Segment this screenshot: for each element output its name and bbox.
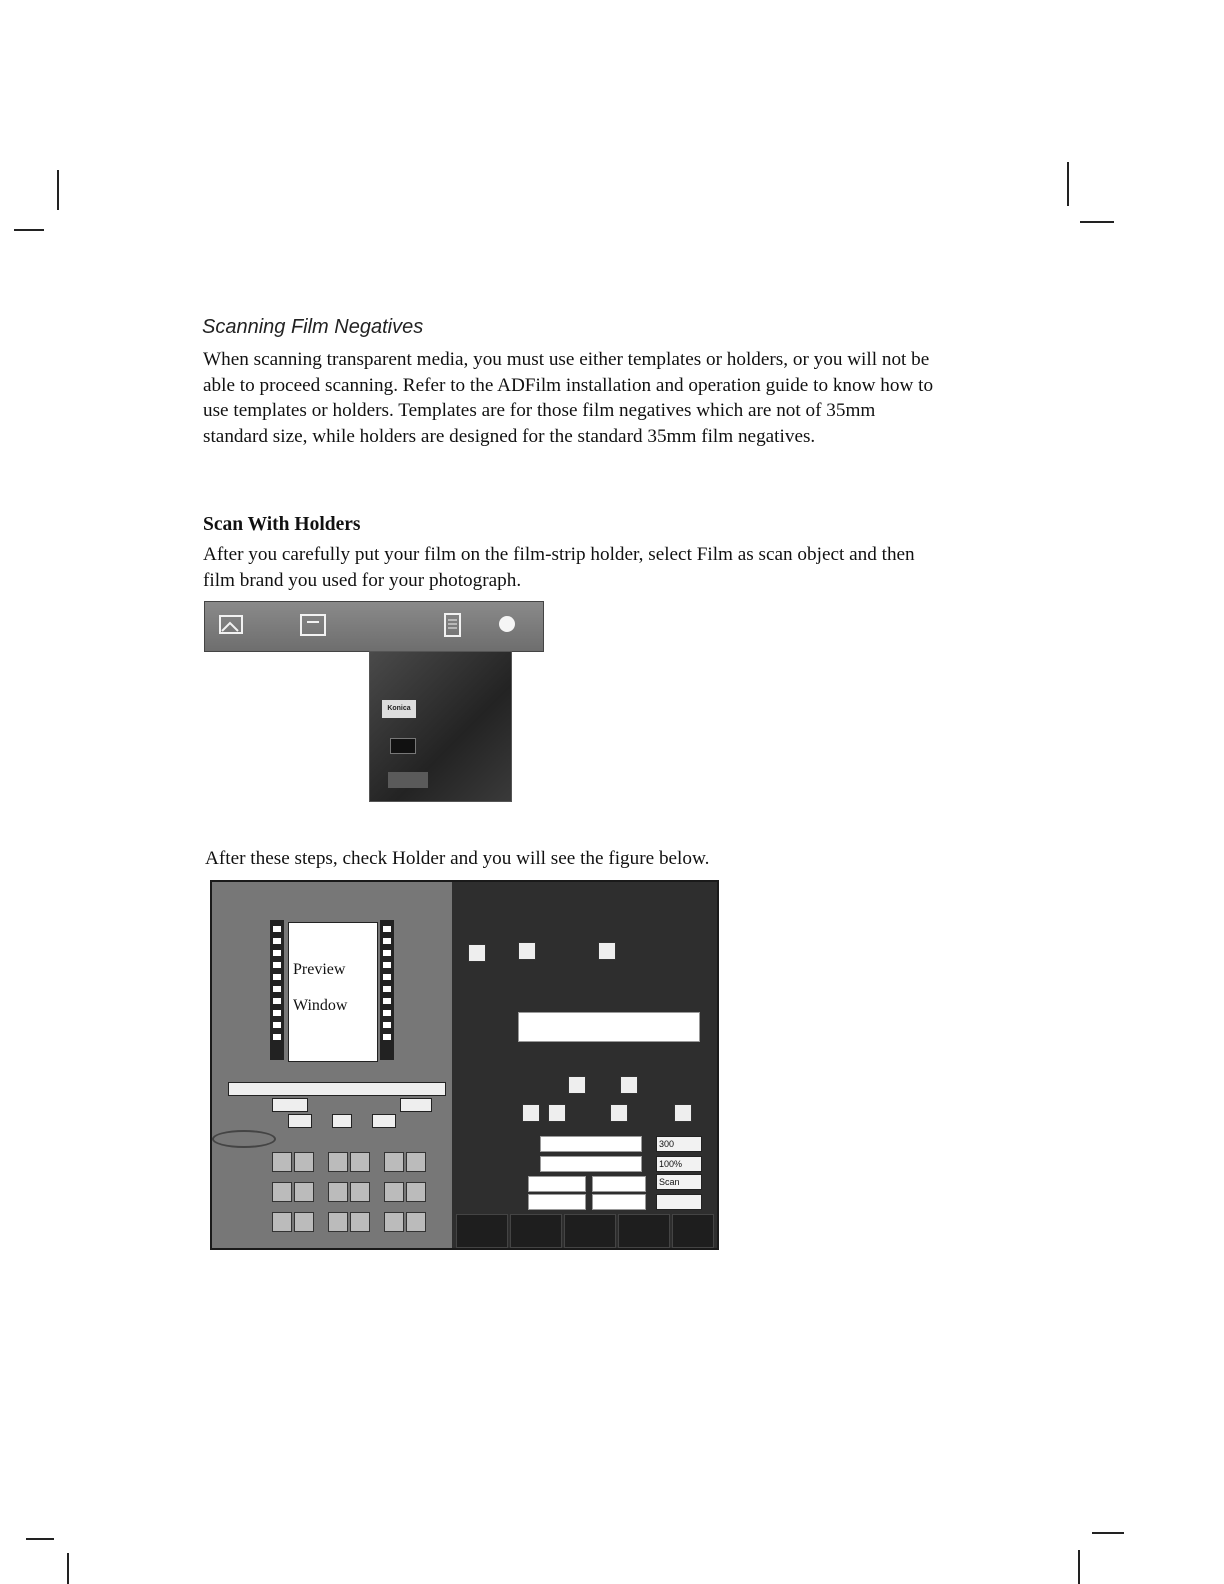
frame-cell[interactable] <box>294 1152 314 1172</box>
preset-button[interactable] <box>456 1214 508 1248</box>
holder-checkbox[interactable] <box>212 1130 276 1148</box>
tool-button[interactable] <box>610 1104 628 1122</box>
frame-cell[interactable] <box>384 1212 404 1232</box>
film-brand-item[interactable]: Konica <box>382 700 416 718</box>
frame-cell[interactable] <box>272 1182 292 1202</box>
crop-mark <box>14 229 44 231</box>
resolution-select[interactable]: 300 <box>656 1136 702 1152</box>
preset-button[interactable] <box>618 1214 670 1248</box>
crop-mark <box>1078 1550 1080 1584</box>
frame-cell[interactable] <box>328 1212 348 1232</box>
preset-button[interactable] <box>564 1214 616 1248</box>
frame-cell[interactable] <box>406 1182 426 1202</box>
frame-cell[interactable] <box>272 1212 292 1232</box>
status-display <box>518 1012 700 1042</box>
frame-cell[interactable] <box>350 1182 370 1202</box>
holders-paragraph: After you carefully put your film on the film-strip holder, select Film as scan object and then film brand you used for your photograph. <box>203 544 915 591</box>
tool-button[interactable] <box>568 1076 586 1094</box>
preview-label: Window <box>293 997 348 1014</box>
scan-object-toolbar <box>204 601 544 652</box>
tool-button[interactable] <box>674 1104 692 1122</box>
crop-mark <box>57 170 59 210</box>
section-title: Scanning Film Negatives <box>202 316 424 338</box>
light-icon[interactable] <box>493 612 521 638</box>
document-icon[interactable] <box>439 612 467 638</box>
preview-window <box>288 922 378 1062</box>
frame-cell[interactable] <box>272 1152 292 1172</box>
crop-mark <box>1080 221 1114 223</box>
frame-cell[interactable] <box>328 1182 348 1202</box>
setting-bar[interactable] <box>592 1176 646 1192</box>
film-strip-left <box>270 920 284 1060</box>
height-field[interactable] <box>400 1098 432 1112</box>
offset-field[interactable] <box>372 1114 396 1128</box>
frame-cell[interactable] <box>406 1152 426 1172</box>
tool-button[interactable] <box>548 1104 566 1122</box>
setting-bar[interactable] <box>540 1156 642 1172</box>
frame-cell[interactable] <box>294 1182 314 1202</box>
tool-button[interactable] <box>620 1076 638 1094</box>
scale-select[interactable]: 100% <box>656 1156 702 1172</box>
frame-cell[interactable] <box>294 1212 314 1232</box>
setting-bar[interactable] <box>528 1194 586 1210</box>
frame-cell[interactable] <box>350 1152 370 1172</box>
photo-icon[interactable] <box>217 612 245 638</box>
steps-paragraph: After these steps, check Holder and you will see the figure below. <box>205 848 710 869</box>
window-icon[interactable] <box>299 612 327 638</box>
setting-bar[interactable] <box>528 1176 586 1192</box>
frame-cell[interactable] <box>384 1152 404 1172</box>
tool-button[interactable] <box>522 1104 540 1122</box>
coordinate-field[interactable] <box>228 1082 446 1096</box>
intro-paragraph: When scanning transparent media, you must use either templates or holders, or you will not be able to proceed scanning. Refer to the ADFilm installation and operation guide to know how to use templates or holders. Templates are for those film negatives which are not of 35mm standard size, while holders are designed for the standard 35mm film negatives. <box>203 349 934 447</box>
frame-cell[interactable] <box>350 1212 370 1232</box>
setting-bar[interactable] <box>592 1194 646 1210</box>
width-field[interactable] <box>272 1098 308 1112</box>
preview-pane <box>212 882 452 1248</box>
film-brand-item[interactable] <box>390 738 416 754</box>
crop-mark <box>67 1553 69 1584</box>
frame-cell[interactable] <box>328 1152 348 1172</box>
frame-cell[interactable] <box>406 1212 426 1232</box>
setting-bar[interactable] <box>540 1136 642 1152</box>
crop-mark <box>1092 1532 1124 1534</box>
frame-cell[interactable] <box>384 1182 404 1202</box>
film-brand-dropdown[interactable] <box>369 651 512 802</box>
crop-mark <box>1067 162 1069 206</box>
scan-window <box>210 880 719 1250</box>
preset-button[interactable] <box>672 1214 714 1248</box>
film-strip-right <box>380 920 394 1060</box>
tool-button[interactable] <box>468 944 486 962</box>
film-brand-item[interactable] <box>388 772 428 788</box>
offset-field[interactable] <box>332 1114 352 1128</box>
offset-field[interactable] <box>288 1114 312 1128</box>
count-field[interactable] <box>656 1194 702 1210</box>
scan-button[interactable]: Scan <box>656 1174 702 1190</box>
tool-button[interactable] <box>518 942 536 960</box>
subheading: Scan With Holders <box>203 514 361 535</box>
preview-label: Preview <box>293 961 346 978</box>
crop-mark <box>26 1538 54 1540</box>
preset-button[interactable] <box>510 1214 562 1248</box>
tool-button[interactable] <box>598 942 616 960</box>
